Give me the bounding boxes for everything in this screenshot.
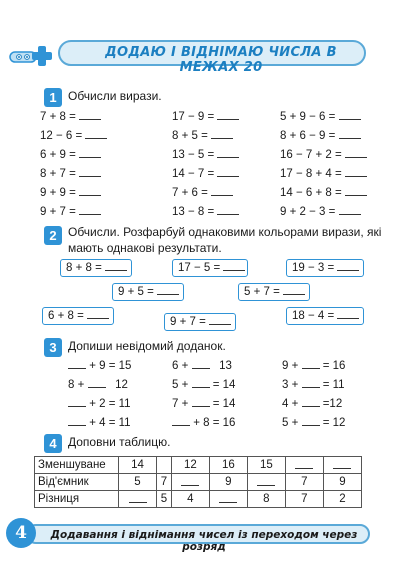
table-row bbox=[35, 474, 362, 491]
answer-blank[interactable] bbox=[257, 476, 275, 486]
answer-blank[interactable] bbox=[172, 415, 190, 426]
table-cell: 16 bbox=[209, 457, 247, 474]
answer-blank[interactable] bbox=[302, 377, 320, 388]
answer-blank[interactable] bbox=[217, 166, 239, 177]
expression: 6 + 9 = bbox=[40, 147, 101, 161]
answer-blank[interactable] bbox=[79, 185, 101, 196]
table-cell: 7 bbox=[285, 474, 323, 491]
page-header bbox=[0, 36, 372, 75]
answer-blank[interactable] bbox=[68, 358, 86, 369]
colorable-expression-box[interactable]: 18 − 4 = bbox=[286, 307, 364, 325]
equation: 7 + = 14 bbox=[172, 398, 236, 410]
colorable-expression-box[interactable]: 5 + 7 = bbox=[238, 283, 310, 301]
expression: 7 + 6 = bbox=[172, 185, 233, 199]
row-header: Зменшуване bbox=[35, 457, 119, 474]
footer-title: Додавання і віднімання чисел із переходом через розряд bbox=[50, 529, 358, 553]
answer-blank[interactable] bbox=[345, 166, 367, 177]
plus-mascot-icon bbox=[8, 44, 68, 66]
equation: 3 + = 11 bbox=[282, 379, 345, 391]
answer-blank[interactable] bbox=[283, 284, 305, 295]
equation: 5 + = 14 bbox=[172, 379, 236, 391]
answer-blank[interactable] bbox=[333, 459, 351, 469]
answer-blank[interactable] bbox=[345, 147, 367, 158]
expression: 14 − 7 = bbox=[172, 166, 239, 180]
equation: + 8 = 16 bbox=[172, 415, 235, 429]
answer-blank[interactable] bbox=[68, 396, 86, 407]
answer-blank[interactable] bbox=[302, 415, 320, 426]
answer-blank[interactable] bbox=[79, 109, 101, 120]
answer-blank[interactable] bbox=[217, 147, 239, 158]
table-cell: 4 bbox=[171, 491, 209, 508]
answer-blank[interactable] bbox=[192, 377, 210, 388]
answer-blank[interactable] bbox=[85, 128, 107, 139]
task-4-badge: 4 bbox=[44, 434, 62, 453]
table-cell: 9 bbox=[323, 474, 361, 491]
answer-blank[interactable] bbox=[223, 260, 245, 271]
task-2-label-line-1: Обчисли. Розфарбуй однаковими кольорами вирази, які bbox=[68, 225, 382, 239]
expression: 12 − 6 = bbox=[40, 128, 107, 142]
table-cell-blank[interactable] bbox=[285, 457, 323, 474]
answer-blank[interactable] bbox=[192, 358, 210, 369]
table-cell: 5 bbox=[157, 491, 172, 508]
answer-blank[interactable] bbox=[302, 396, 320, 407]
equation: 4 + =12 bbox=[282, 398, 343, 410]
expression: 17 − 9 = bbox=[172, 109, 239, 123]
answer-blank[interactable] bbox=[337, 260, 359, 271]
answer-blank[interactable] bbox=[105, 260, 127, 271]
expression: 9 + 9 = bbox=[40, 185, 101, 199]
table-row bbox=[35, 491, 362, 508]
equation: 6 + 13 bbox=[172, 360, 232, 372]
table-cell: 14 bbox=[119, 457, 157, 474]
equation: + 9 = 15 bbox=[68, 358, 131, 372]
table-cell: 7 bbox=[157, 474, 172, 491]
task-2-badge: 2 bbox=[44, 226, 62, 245]
expression: 17 − 8 + 4 = bbox=[280, 166, 367, 180]
table-cell: 2 bbox=[323, 491, 361, 508]
expression: 8 + 7 = bbox=[40, 166, 101, 180]
expression: 8 + 5 = bbox=[172, 128, 233, 142]
answer-blank[interactable] bbox=[88, 377, 106, 388]
expression: 13 − 5 = bbox=[172, 147, 239, 161]
answer-blank[interactable] bbox=[79, 166, 101, 177]
colorable-expression-box[interactable]: 19 − 3 = bbox=[286, 259, 364, 277]
page-number: 4 bbox=[6, 518, 36, 548]
expression: 13 − 8 = bbox=[172, 204, 239, 218]
table-row bbox=[35, 457, 362, 474]
answer-blank[interactable] bbox=[339, 128, 361, 139]
table-cell: 5 bbox=[119, 474, 157, 491]
expression: 8 + 6 − 9 = bbox=[280, 128, 361, 142]
colorable-expression-box[interactable]: 9 + 7 = bbox=[164, 313, 236, 331]
answer-blank[interactable] bbox=[295, 459, 313, 469]
answer-blank[interactable] bbox=[211, 128, 233, 139]
row-header: Різниця bbox=[35, 491, 119, 508]
equation: 5 + = 12 bbox=[282, 417, 346, 429]
task-4-label: Доповни таблицю. bbox=[68, 435, 171, 449]
answer-blank[interactable] bbox=[157, 284, 179, 295]
task-1-badge: 1 bbox=[44, 88, 62, 107]
expression: 5 + 9 − 6 = bbox=[280, 109, 361, 123]
answer-blank[interactable] bbox=[129, 493, 147, 503]
colorable-expression-box[interactable]: 17 − 5 = bbox=[172, 259, 248, 277]
table-cell-blank[interactable] bbox=[171, 474, 209, 491]
answer-blank[interactable] bbox=[87, 308, 109, 319]
task-3-badge: 3 bbox=[44, 338, 62, 357]
answer-blank[interactable] bbox=[79, 204, 101, 215]
equation: + 4 = 11 bbox=[68, 415, 131, 429]
expression: 14 − 6 + 8 = bbox=[280, 185, 367, 199]
table-cell-blank[interactable] bbox=[119, 491, 157, 508]
answer-blank[interactable] bbox=[339, 109, 361, 120]
answer-blank[interactable] bbox=[68, 415, 86, 426]
expression: 16 − 7 + 2 = bbox=[280, 147, 367, 161]
page-title: ДОДАЮ І ВІДНІМАЮ ЧИСЛА В МЕЖАХ 20 bbox=[105, 45, 337, 75]
answer-blank[interactable] bbox=[209, 314, 231, 325]
table-cell-blank[interactable] bbox=[247, 474, 285, 491]
row-header: Від'ємник bbox=[35, 474, 119, 491]
colorable-expression-box[interactable]: 6 + 8 = bbox=[42, 307, 114, 325]
answer-blank[interactable] bbox=[181, 476, 199, 486]
answer-blank[interactable] bbox=[192, 396, 210, 407]
table-cell-blank[interactable] bbox=[209, 491, 247, 508]
task-2-label-line-2: мають однакові результати. bbox=[68, 241, 222, 255]
table-cell-empty[interactable] bbox=[157, 457, 172, 474]
answer-blank[interactable] bbox=[217, 109, 239, 120]
table-cell-blank[interactable] bbox=[323, 457, 361, 474]
table-cell: 15 bbox=[247, 457, 285, 474]
equation: 9 + = 16 bbox=[282, 360, 346, 372]
colorable-expression-box[interactable]: 9 + 5 = bbox=[112, 283, 184, 301]
table-cell: 9 bbox=[209, 474, 247, 491]
answer-blank[interactable] bbox=[339, 204, 361, 215]
answer-blank[interactable] bbox=[217, 204, 239, 215]
task-3-label: Допиши невідомий доданок. bbox=[68, 339, 226, 353]
table-cell: 7 bbox=[285, 491, 323, 508]
table-cell: 12 bbox=[171, 457, 209, 474]
answer-blank[interactable] bbox=[345, 185, 367, 196]
answer-blank[interactable] bbox=[219, 493, 237, 503]
expression: 9 + 2 − 3 = bbox=[280, 204, 361, 218]
answer-blank[interactable] bbox=[211, 185, 233, 196]
equation: 8 + 12 bbox=[68, 379, 128, 391]
equation: + 2 = 11 bbox=[68, 396, 131, 410]
answer-blank[interactable] bbox=[302, 358, 320, 369]
answer-blank[interactable] bbox=[337, 308, 359, 319]
subtraction-table bbox=[34, 456, 362, 508]
task-1-label: Обчисли вирази. bbox=[68, 89, 162, 103]
expression: 7 + 8 = bbox=[40, 109, 101, 123]
answer-blank[interactable] bbox=[79, 147, 101, 158]
colorable-expression-box[interactable]: 8 + 8 = bbox=[60, 259, 132, 277]
expression: 9 + 7 = bbox=[40, 204, 101, 218]
page-footer bbox=[0, 516, 372, 553]
table-cell: 8 bbox=[247, 491, 285, 508]
